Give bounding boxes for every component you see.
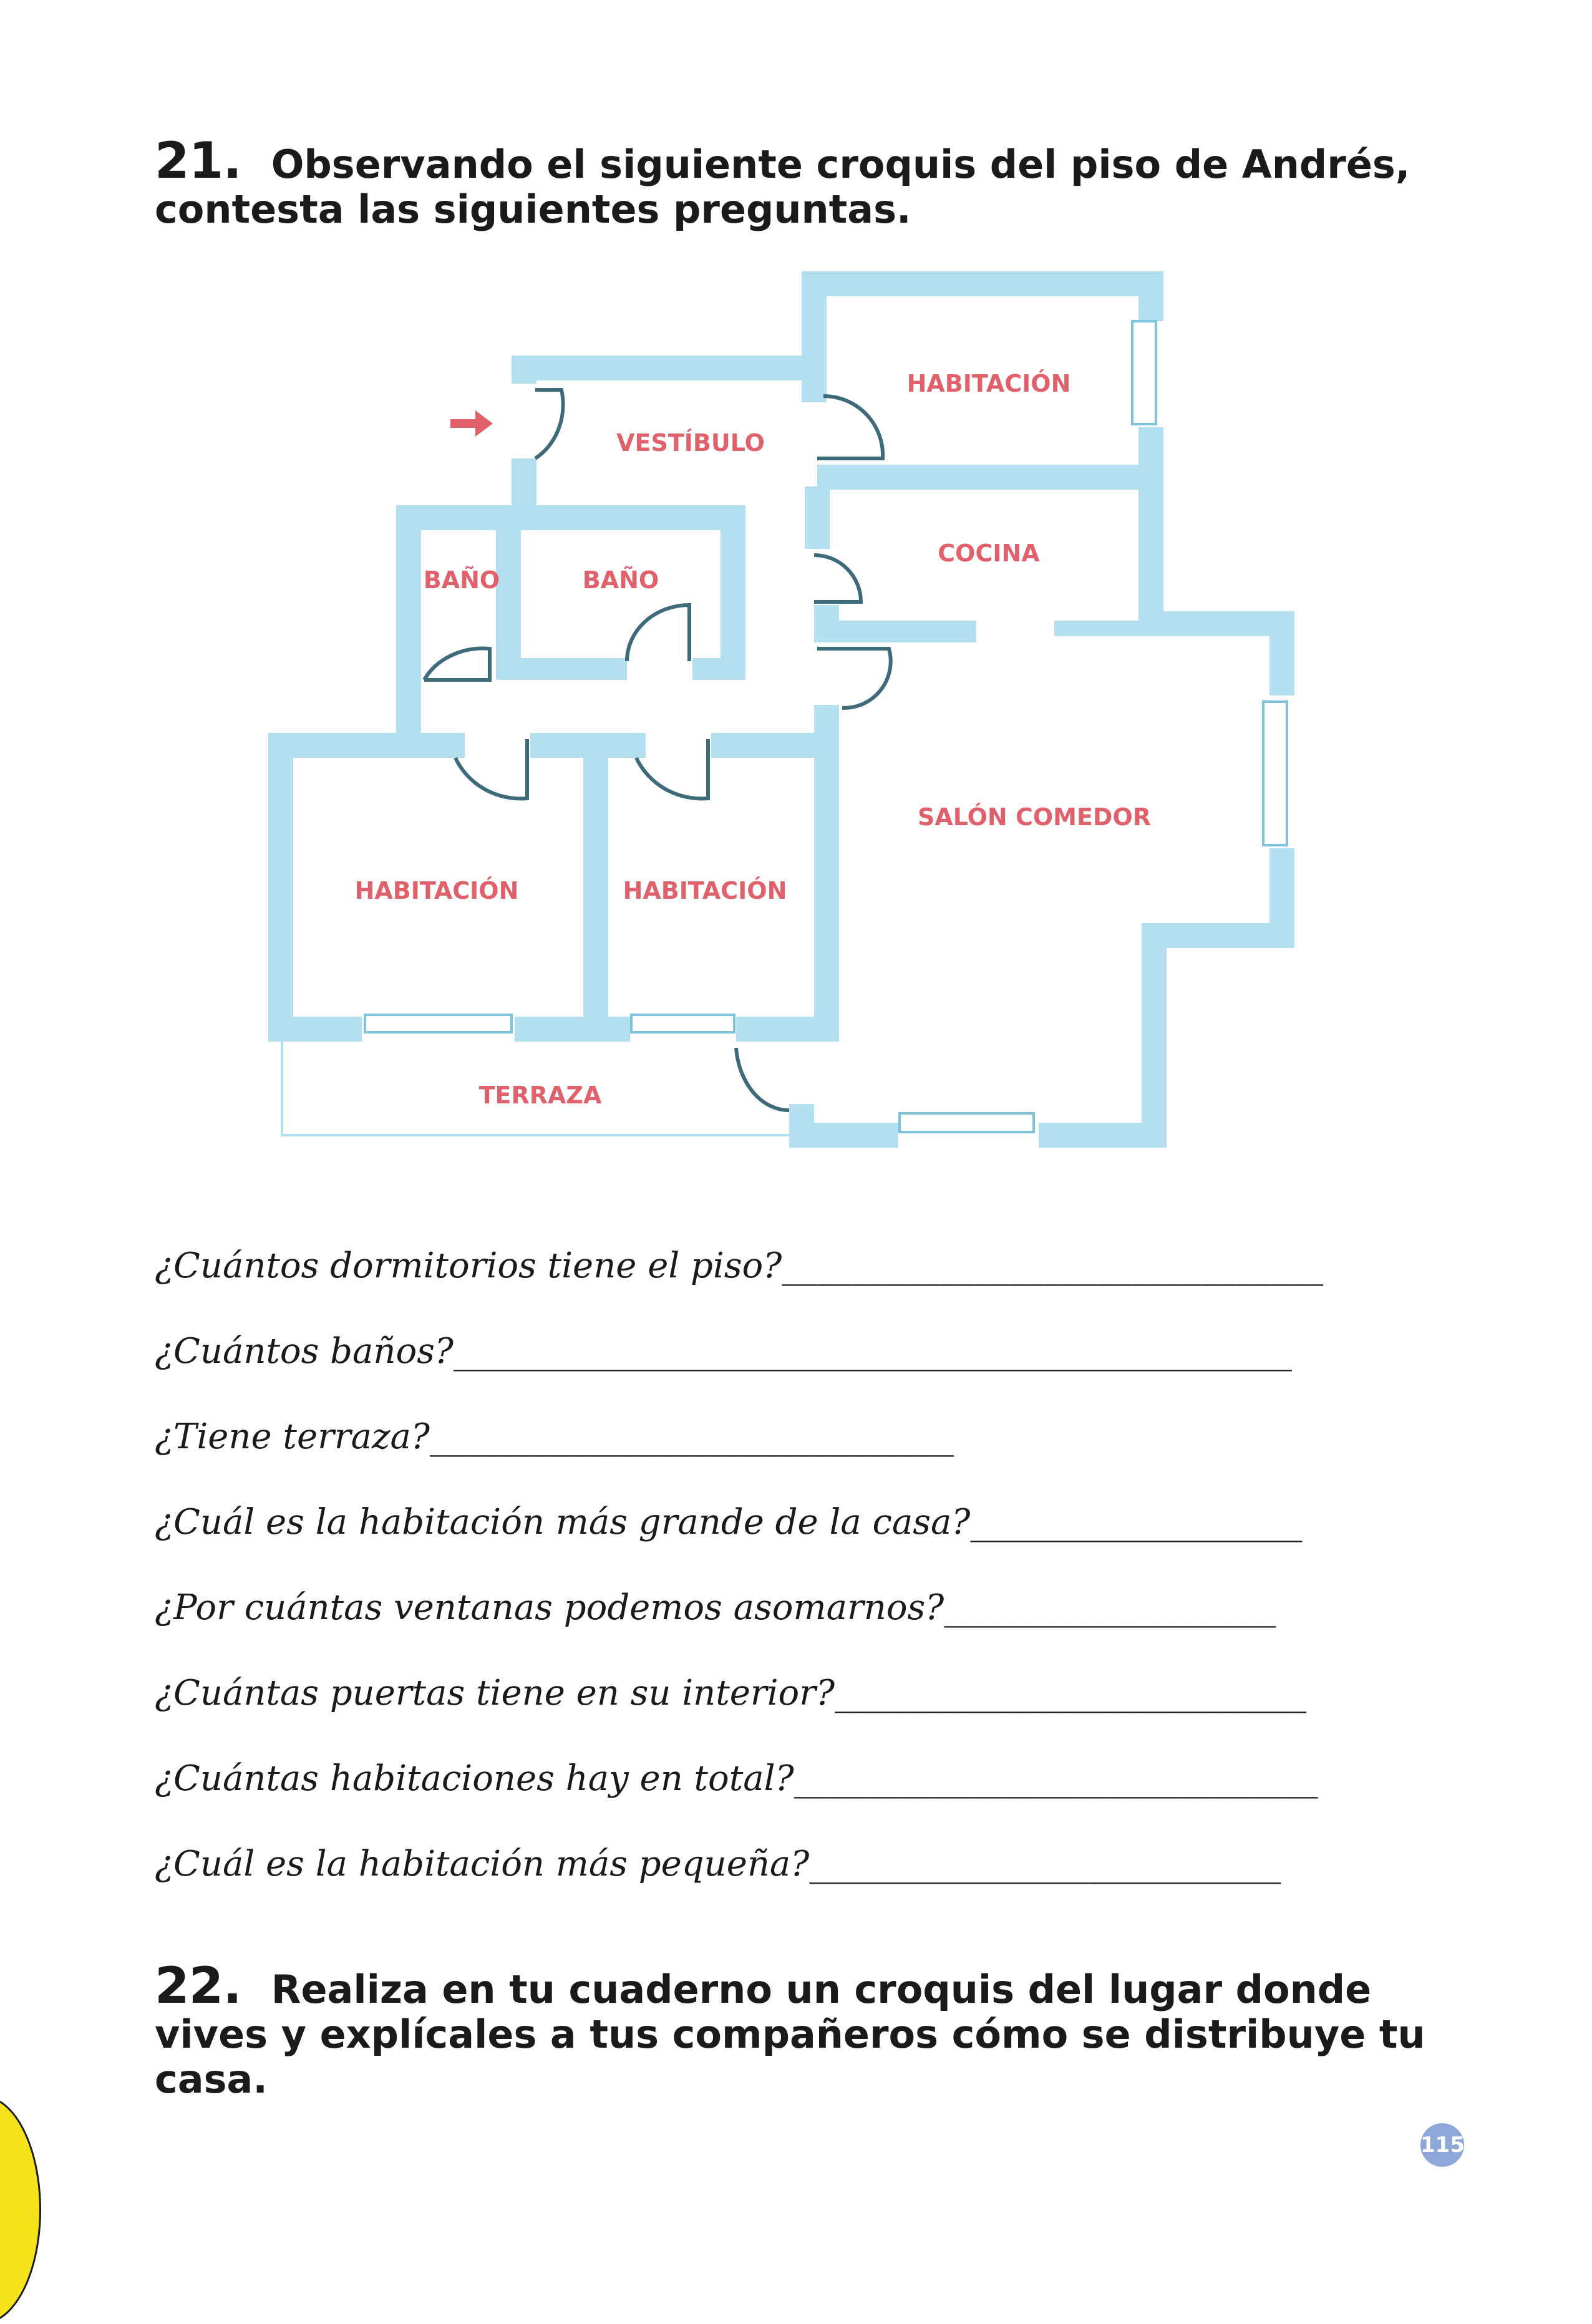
answer-line[interactable]: ___________________ [970,1502,1303,1542]
exercise-number: 22. [155,1957,241,2015]
wall [515,1017,630,1042]
question-text: ¿Cuántos dormitorios tiene el piso? [155,1246,782,1286]
answer-line[interactable]: ___________________________ [809,1844,1281,1884]
question-3 [155,1415,954,1459]
question-text: ¿Cuál es la habitación más pequeña? [155,1844,810,1884]
answer-line[interactable]: ________________________________________________ [453,1331,1292,1372]
exercise-22 [155,1957,1465,2102]
answer-line[interactable]: ___________________ [944,1587,1276,1628]
wall [496,658,627,680]
wall [268,733,465,758]
exercise-instruction: Realiza en tu cuaderno un croquis del lugar donde vives y explícales a tus compañeros cómo se distribuye tu casa. [155,1967,1425,2102]
wall [1138,427,1163,633]
question-7 [155,1757,1318,1801]
room-label: HABITACIÓN [906,370,1071,397]
door [817,649,891,708]
page-number: 115 [1420,2123,1464,2167]
door [455,739,527,798]
question-text: ¿Por cuántas ventanas podemos asomarnos? [155,1587,944,1628]
wall [1138,271,1163,321]
door [817,396,883,458]
wall [721,505,745,680]
wall [736,1017,839,1042]
wall [583,733,608,1042]
wall [814,621,976,642]
wall [817,465,1154,490]
room-label: SALÓN COMEDOR [917,803,1152,831]
room-label: VESTÍBULO [616,429,765,457]
question-8 [155,1842,1281,1886]
answer-line[interactable]: ___________________________ [835,1673,1307,1713]
question-1 [155,1244,1323,1288]
wall [1039,1123,1167,1148]
room-label: BAÑO [423,566,500,594]
wall [1142,923,1167,1148]
wall [1269,611,1294,695]
window [631,1015,734,1032]
question-text: ¿Tiene terraza? [155,1416,430,1457]
question-text: ¿Cuántos baños? [155,1331,454,1372]
room-label: COCINA [938,540,1040,567]
answer-line[interactable]: ______________________________ [794,1758,1318,1799]
answer-line[interactable]: _______________________________ [782,1246,1324,1286]
room-label: BAÑO [582,566,659,594]
entrance-door [535,390,563,458]
window [1263,702,1287,845]
question-2 [155,1330,1292,1373]
door [424,649,490,680]
question-text: ¿Cuál es la habitación más grande de la casa? [155,1502,971,1542]
wall [512,356,536,384]
decorative-corner-shape [0,2096,41,2324]
question-4 [155,1501,1302,1544]
exercise-instruction: Observando el siguiente croquis del piso de Andrés, contesta las siguientes preguntas. [155,142,1410,232]
wall [268,1017,362,1042]
door [736,1048,789,1110]
question-5 [155,1586,1276,1630]
question-6 [155,1672,1306,1715]
room-label: HABITACIÓN [354,877,519,904]
wall [268,733,293,1042]
wall [396,505,745,530]
wall [802,271,1163,296]
wall [802,271,827,402]
question-text: ¿Cuántas puertas tiene en su interior? [155,1673,835,1713]
window [1132,321,1156,424]
answer-line[interactable]: ______________________________ [429,1416,954,1457]
wall [789,1104,814,1148]
wall [396,505,421,742]
wall [711,733,839,758]
room-label: HABITACIÓN [623,877,787,904]
exercise-number: 21. [155,132,241,190]
door [627,605,689,661]
window [900,1113,1034,1132]
wall [512,356,820,380]
room-label: TERRAZA [478,1082,602,1109]
window [365,1015,512,1032]
question-text: ¿Cuántas habitaciones hay en total? [155,1758,794,1799]
door [814,555,861,602]
entrance-arrow-icon [450,410,493,437]
door [636,739,708,798]
wall [805,487,830,549]
